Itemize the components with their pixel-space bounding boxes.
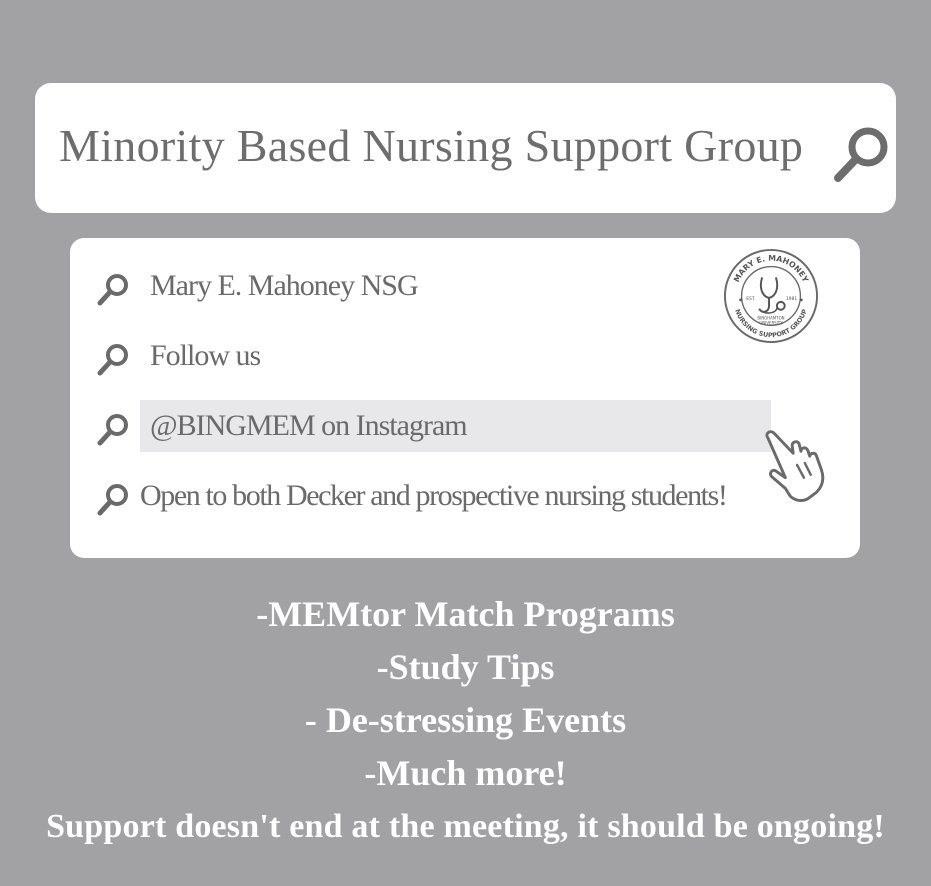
tagline: Support doesn't end at the meeting, it should be ongoing! [46, 808, 885, 845]
feature-item: - De-stressing Events [304, 700, 627, 740]
magnifier-icon [96, 412, 130, 446]
result-item-instagram[interactable] [70, 400, 860, 452]
logo-est: EST [746, 296, 755, 302]
search-results-card [70, 238, 860, 558]
main-search-bar[interactable] [35, 83, 896, 213]
logo-school-1: BINGHAMTON [757, 315, 785, 321]
result-label: Open to both Decker and prospective nursing students! [140, 479, 727, 512]
logo-year: 1981 [785, 296, 798, 302]
logo-school-2: UNIVERSITY [759, 320, 783, 326]
hand-pointer-icon [760, 424, 838, 502]
search-bar-title: Minority Based Nursing Support Group [59, 120, 804, 171]
mahoney-logo [722, 247, 820, 345]
feature-item: -Study Tips [376, 647, 555, 687]
magnifier-icon [96, 342, 130, 376]
result-item-open-to[interactable] [70, 470, 860, 522]
feature-list [0, 588, 931, 853]
feature-item: -MEMtor Match Programs [256, 594, 675, 634]
result-label: Follow us [150, 339, 261, 372]
magnifier-icon [96, 272, 130, 306]
magnifier-icon[interactable] [831, 123, 893, 185]
logo-top-text: MARY E. MAHONEY [731, 253, 811, 284]
result-label: Mary E. Mahoney NSG [150, 269, 418, 302]
feature-item: -Much more! [364, 753, 567, 793]
result-label: @BINGMEM on Instagram [150, 409, 467, 442]
magnifier-icon [96, 482, 130, 516]
logo-bottom-text: NURSING SUPPORT GROUP [733, 308, 809, 340]
